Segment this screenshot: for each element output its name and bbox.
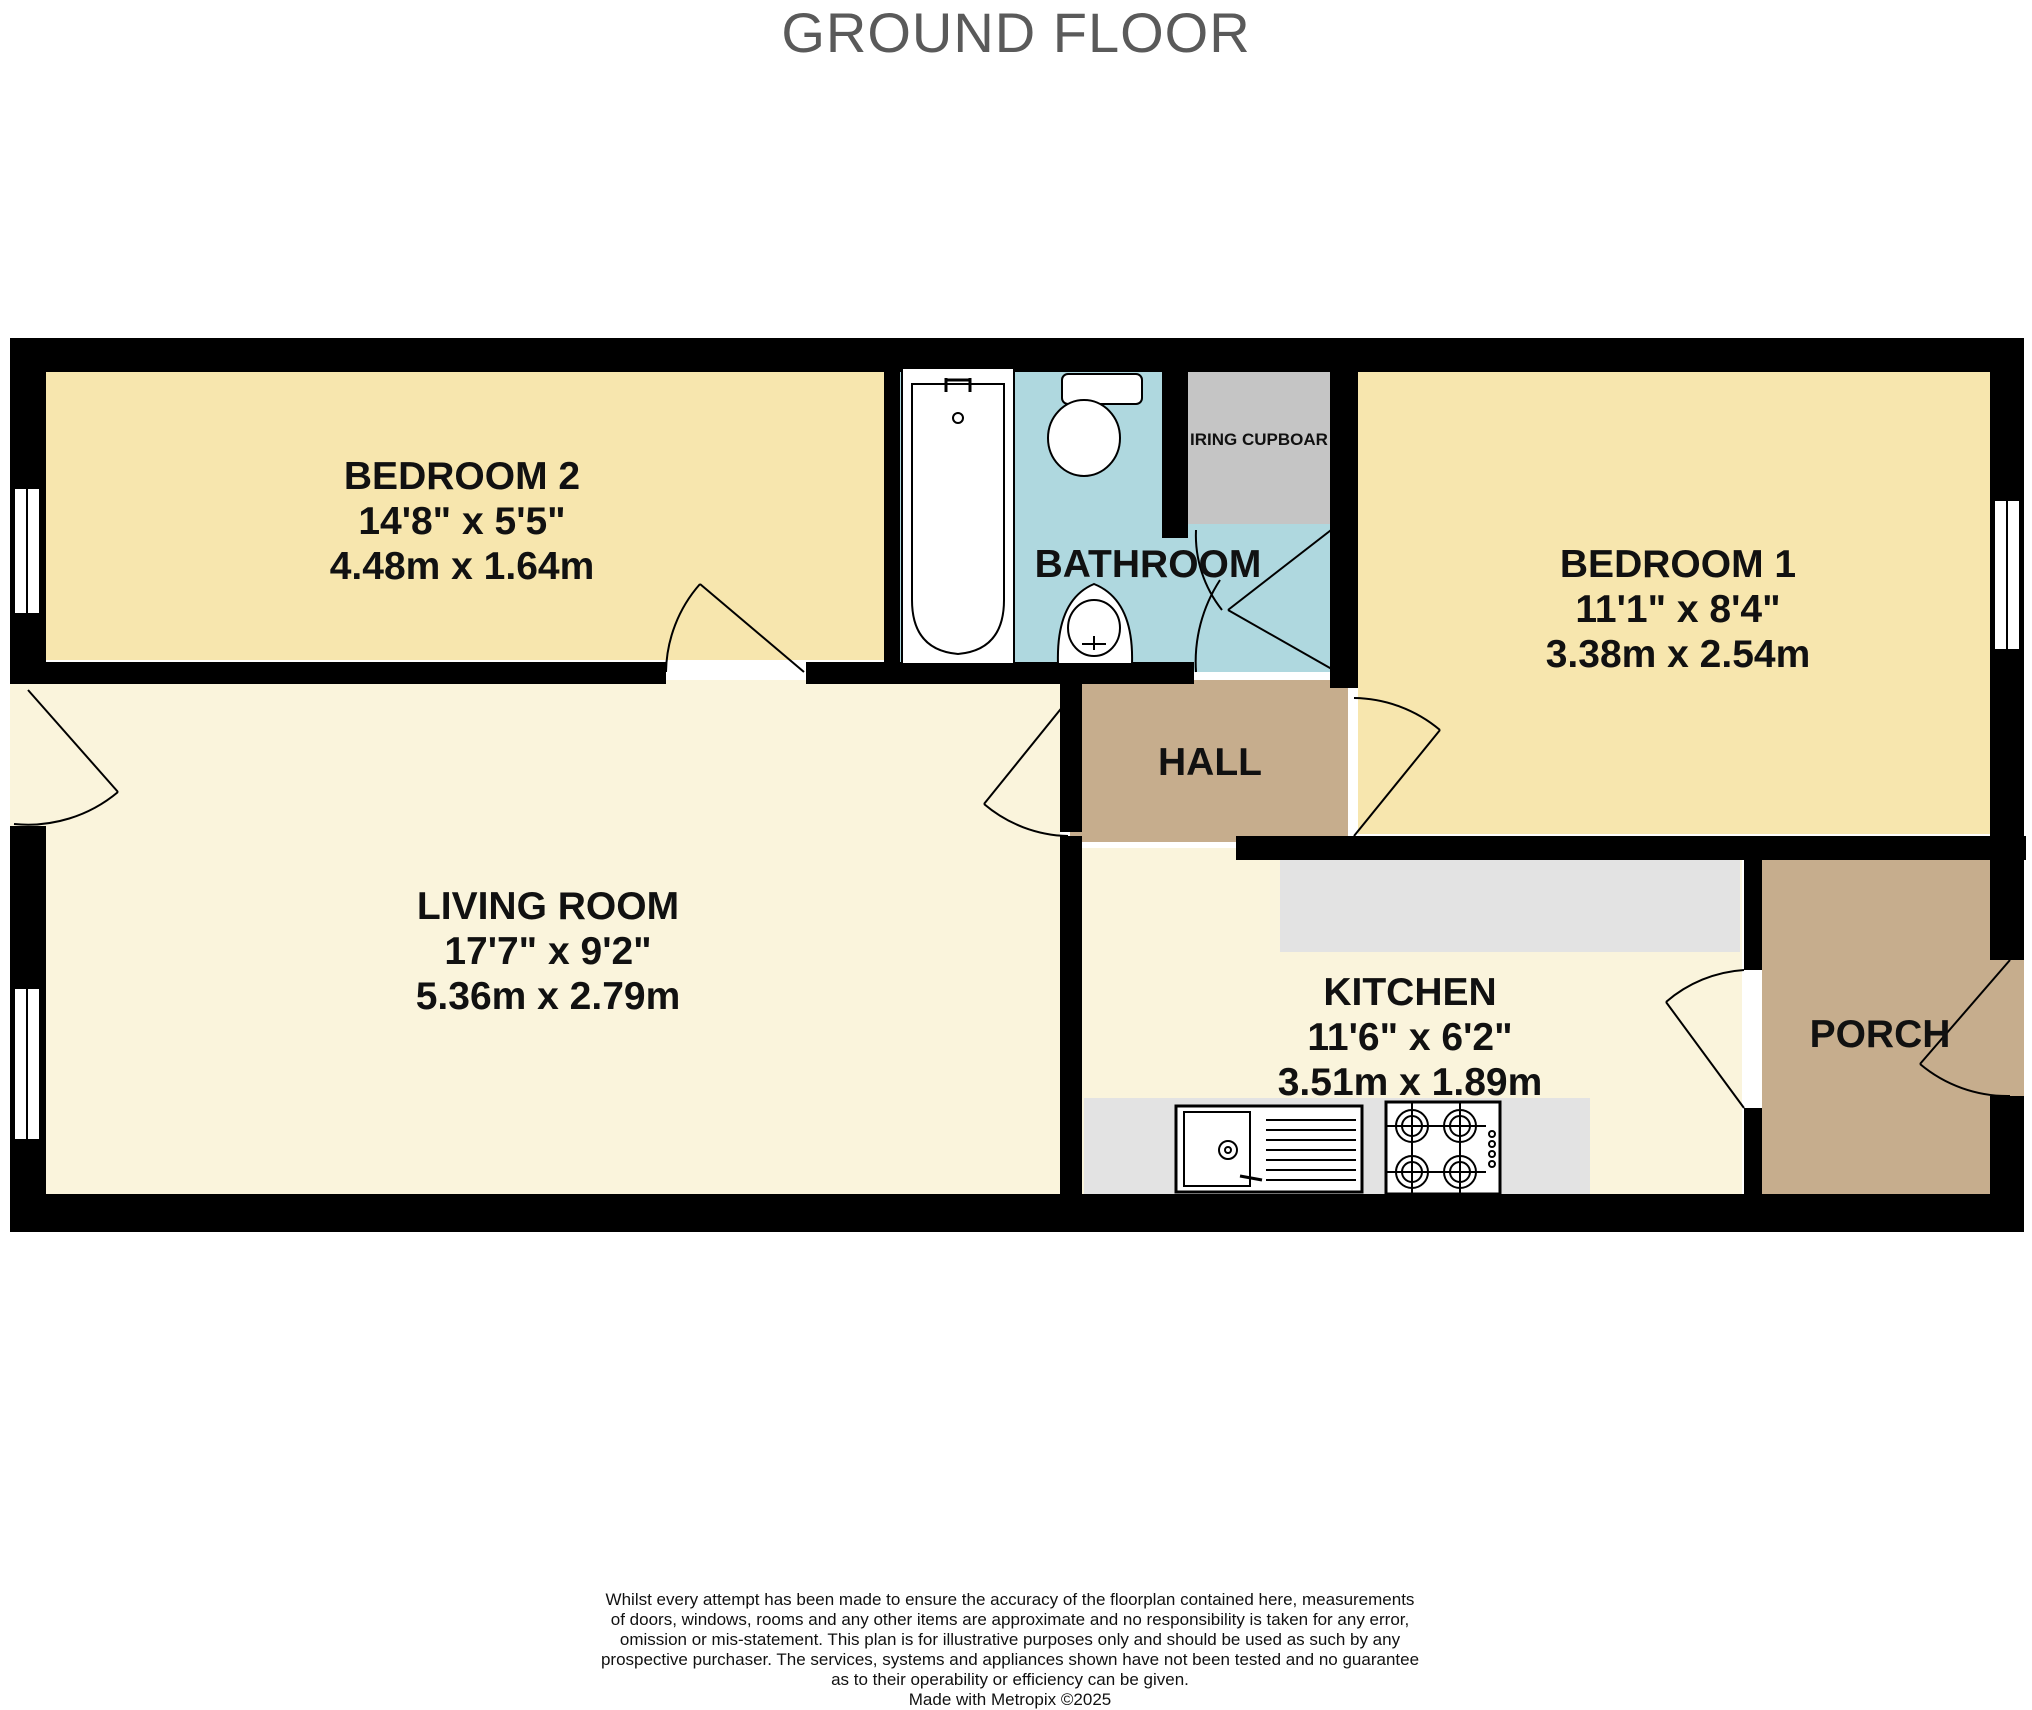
bedroom1-label xyxy=(1478,542,1878,678)
disclaimer-line: prospective purchaser. The services, systems and appliances shown have not been tested and no guarantee xyxy=(600,1650,1420,1669)
bedroom1-imperial: 11'1" x 8'4" xyxy=(1575,588,1781,632)
kitchen-label xyxy=(1210,970,1610,1106)
bedroom1-name: BEDROOM 1 xyxy=(1559,543,1797,586)
metropix-credit: Made with Metropix ©2025 xyxy=(908,1690,1112,1709)
living-room-name: LIVING ROOM xyxy=(416,885,680,928)
floor-title: GROUND FLOOR xyxy=(781,1,1251,64)
bedroom2-label xyxy=(262,454,662,590)
bathroom-label xyxy=(1020,542,1276,587)
living-room-imperial: 17'7" x 9'2" xyxy=(444,930,652,974)
porch-label xyxy=(1780,1012,1980,1057)
kitchen-name: KITCHEN xyxy=(1323,971,1497,1014)
kitchen-worktop-top xyxy=(1280,860,1740,952)
kitchen-metric: 3.51m x 1.89m xyxy=(1277,1061,1543,1105)
bedroom2-metric: 4.48m x 1.64m xyxy=(329,545,595,589)
bathroom-name: BATHROOM xyxy=(1034,543,1262,586)
bedroom1-metric: 3.38m x 2.54m xyxy=(1545,633,1811,677)
cupboard-label: IRING CUPBOAR xyxy=(1190,430,1328,449)
kitchen-imperial: 11'6" x 6'2" xyxy=(1307,1016,1513,1060)
hall-label xyxy=(1110,740,1310,785)
living-room-metric: 5.36m x 2.79m xyxy=(415,975,681,1019)
living-room-label xyxy=(348,884,748,1020)
disclaimer-line: Whilst every attempt has been made to ensure the accuracy of the floorplan contained here, measurements xyxy=(605,1590,1415,1609)
disclaimer-line: as to their operability or efficiency can be given. xyxy=(831,1670,1189,1689)
disclaimer-line: omission or mis-statement. This plan is for illustrative purposes only and should be used as such by any xyxy=(619,1630,1401,1649)
hob-icon xyxy=(1386,1102,1500,1194)
bedroom2-name: BEDROOM 2 xyxy=(343,455,581,498)
sink-icon xyxy=(1176,1106,1362,1192)
hall-name: HALL xyxy=(1158,741,1262,784)
disclaimer xyxy=(560,1590,1460,1710)
bedroom2-imperial: 14'8" x 5'5" xyxy=(358,500,566,544)
disclaimer-line: of doors, windows, rooms and any other items are approximate and no responsibility is taken for any error, xyxy=(610,1610,1410,1629)
porch-name: PORCH xyxy=(1809,1013,1951,1056)
bath-icon xyxy=(902,368,1014,664)
